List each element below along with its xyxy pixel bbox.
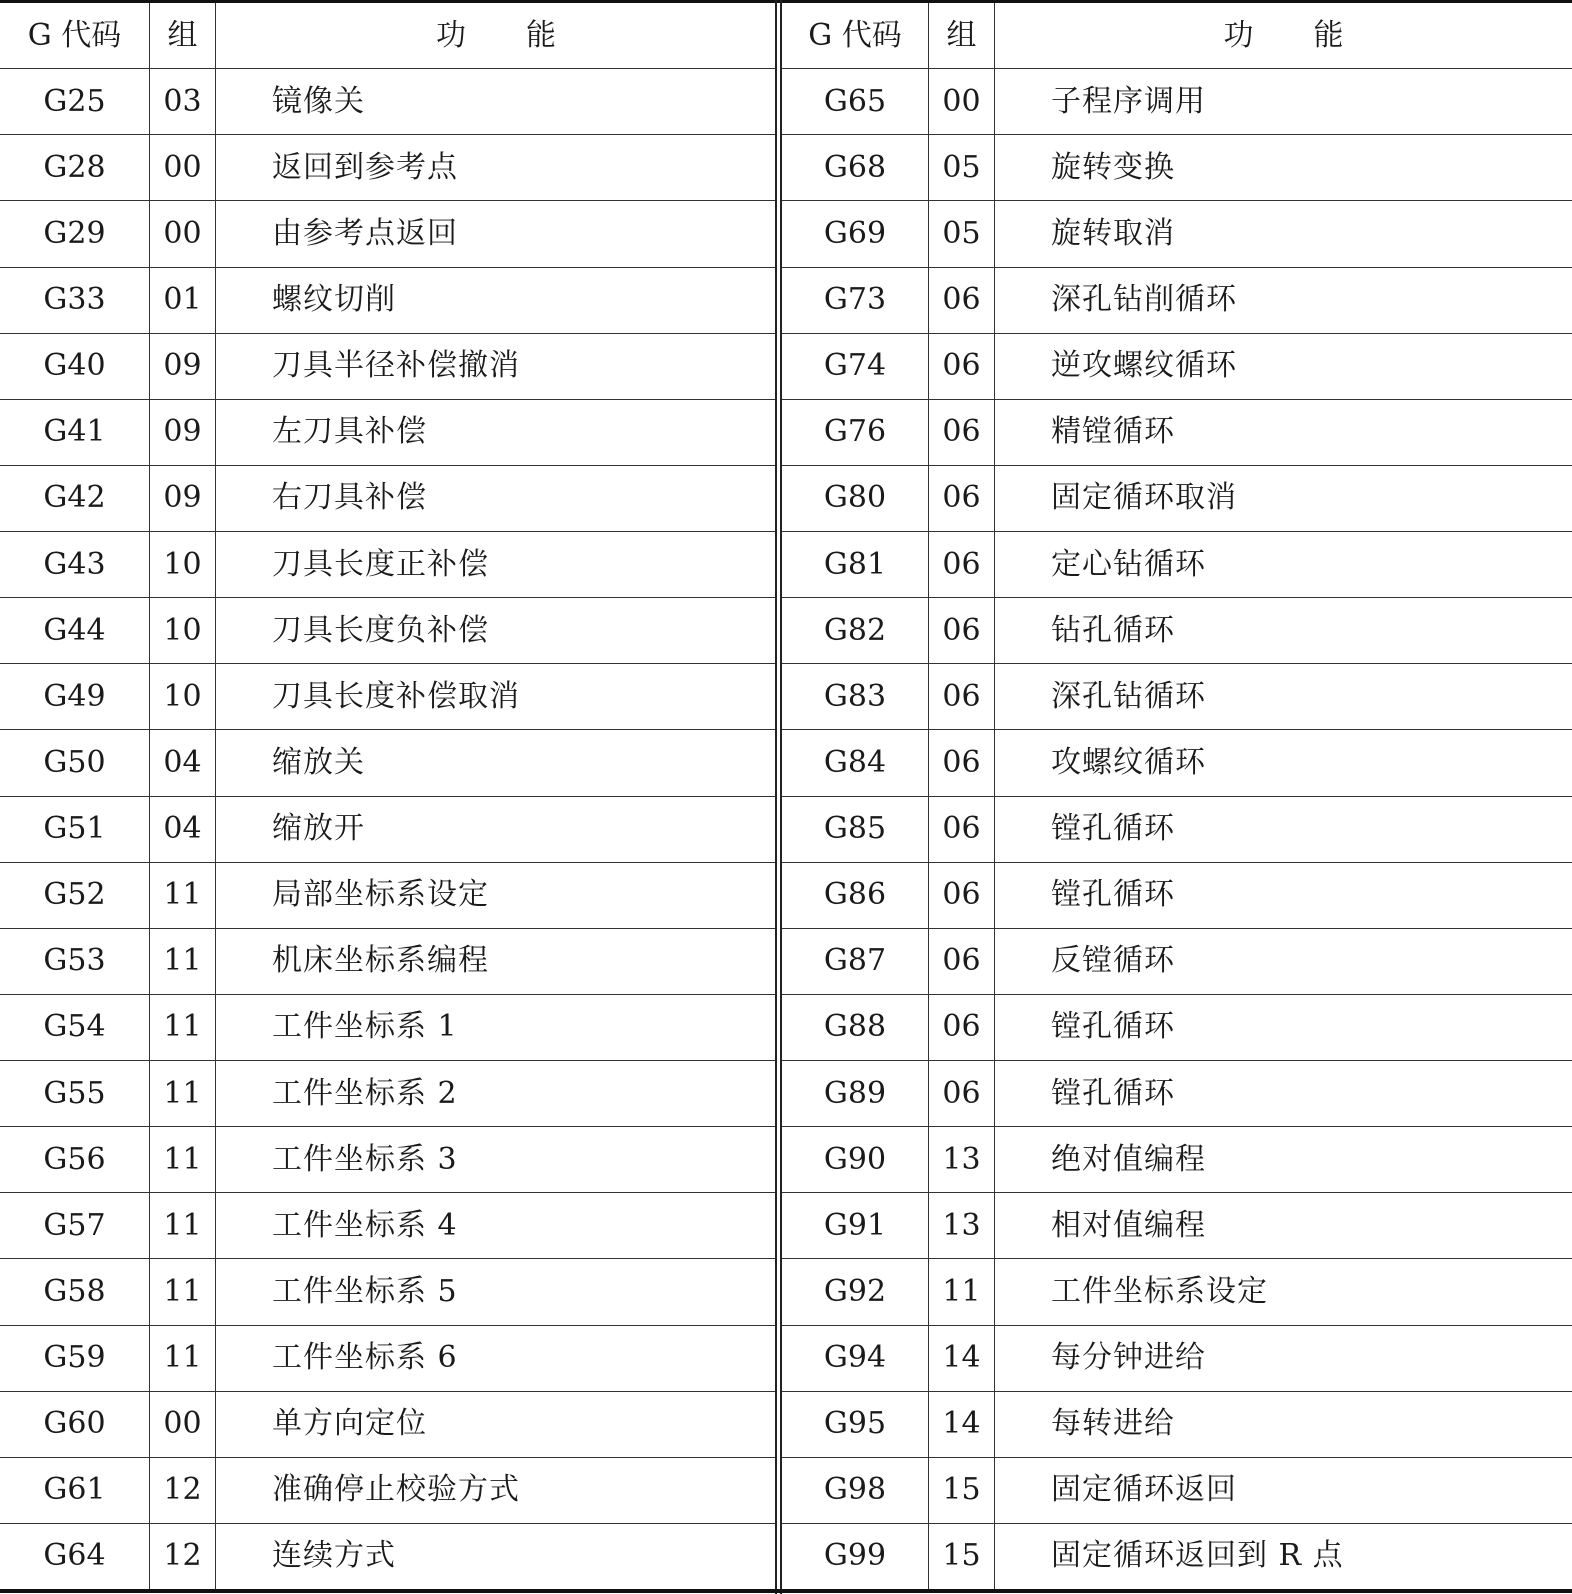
table-row (782, 797, 1572, 863)
function-cell: 单方向定位 (272, 1406, 427, 1442)
group-cell: 11 (150, 1061, 216, 1126)
function-cell: 工件坐标系 2 (272, 1075, 458, 1111)
table-row (0, 1326, 776, 1392)
g-code-cell: G43 (0, 532, 150, 597)
table-row (0, 268, 776, 334)
function-cell: 刀具半径补偿撤消 (272, 348, 520, 384)
g-code-cell: G40 (0, 334, 150, 399)
g-code-cell: G94 (782, 1326, 929, 1391)
g-code-cell: G51 (0, 797, 150, 862)
g-code-cell: G53 (0, 929, 150, 994)
g-code-cell: G50 (0, 730, 150, 795)
group-cell: 15 (929, 1458, 995, 1523)
function-cell: 反镗循环 (1051, 943, 1175, 979)
group-cell: 03 (150, 69, 216, 134)
table-row (782, 598, 1572, 664)
function-cell: 镗孔循环 (1051, 811, 1175, 847)
table-row (0, 1193, 776, 1259)
group-cell: 09 (150, 334, 216, 399)
function-cell: 镜像关 (272, 83, 365, 119)
function-cell: 固定循环返回到 R 点 (1051, 1538, 1344, 1574)
table-row (782, 995, 1572, 1061)
function-cell: 局部坐标系设定 (272, 877, 489, 913)
function-cell: 镗孔循环 (1051, 1075, 1175, 1111)
group-cell: 13 (929, 1127, 995, 1192)
group-cell: 05 (929, 135, 995, 200)
table-row (0, 1392, 776, 1458)
g-code-cell: G25 (0, 69, 150, 134)
group-cell: 06 (929, 532, 995, 597)
function-cell: 工件坐标系 6 (272, 1340, 458, 1376)
g-code-cell: G33 (0, 268, 150, 333)
group-cell: 11 (150, 1326, 216, 1391)
group-cell: 10 (150, 532, 216, 597)
group-cell: 11 (150, 1193, 216, 1258)
g-code-cell: G49 (0, 664, 150, 729)
header-function (995, 3, 1572, 68)
function-cell: 刀具长度负补偿 (272, 612, 489, 648)
function-cell: 刀具长度补偿取消 (272, 678, 520, 714)
group-cell: 06 (929, 929, 995, 994)
header-function (216, 3, 776, 68)
group-cell: 05 (929, 201, 995, 266)
g-code-cell: G28 (0, 135, 150, 200)
table-row (782, 400, 1572, 466)
table-row (782, 466, 1572, 532)
table-row (0, 1458, 776, 1524)
g-code-cell: G57 (0, 1193, 150, 1258)
g-code-cell: G85 (782, 797, 929, 862)
header-group: 组 (150, 3, 216, 68)
group-cell: 04 (150, 797, 216, 862)
group-cell: 14 (929, 1392, 995, 1457)
group-cell: 06 (929, 664, 995, 729)
group-cell: 06 (929, 466, 995, 531)
g-code-cell: G60 (0, 1392, 150, 1457)
function-cell: 绝对值编程 (1051, 1141, 1206, 1177)
g-code-cell: G98 (782, 1458, 929, 1523)
table-row (782, 1392, 1572, 1458)
table-header-row (0, 3, 776, 69)
g-code-cell: G65 (782, 69, 929, 134)
table-row (0, 797, 776, 863)
function-cell: 深孔钻循环 (1051, 678, 1206, 714)
table-row (0, 466, 776, 532)
table-row (0, 863, 776, 929)
table-row (782, 664, 1572, 730)
g-code-cell: G55 (0, 1061, 150, 1126)
group-cell: 00 (929, 69, 995, 134)
table-header-row (782, 3, 1572, 69)
function-cell: 连续方式 (272, 1538, 396, 1574)
table-row (0, 995, 776, 1061)
table-row (0, 1061, 776, 1127)
table-row (782, 135, 1572, 201)
group-cell: 06 (929, 598, 995, 663)
g-code-cell: G68 (782, 135, 929, 200)
table-left-half (0, 3, 776, 1589)
function-cell: 缩放开 (272, 811, 365, 847)
center-divider-line (775, 0, 777, 1594)
function-cell: 返回到参考点 (272, 149, 458, 185)
table-row (0, 598, 776, 664)
table-row (0, 1127, 776, 1193)
g-code-cell: G92 (782, 1259, 929, 1324)
table-row (0, 400, 776, 466)
table-row (782, 1061, 1572, 1127)
function-cell: 相对值编程 (1051, 1207, 1206, 1243)
table-row (0, 730, 776, 796)
group-cell: 10 (150, 598, 216, 663)
table-row (0, 1524, 776, 1589)
g-code-cell: G69 (782, 201, 929, 266)
group-cell: 11 (929, 1259, 995, 1324)
function-cell: 镗孔循环 (1051, 1009, 1175, 1045)
table-row (782, 1193, 1572, 1259)
table-row (782, 1326, 1572, 1392)
table-row (782, 334, 1572, 400)
group-cell: 10 (150, 664, 216, 729)
group-cell: 00 (150, 201, 216, 266)
table-row (782, 201, 1572, 267)
function-cell: 工件坐标系设定 (1051, 1273, 1268, 1309)
function-cell: 子程序调用 (1051, 83, 1206, 119)
function-cell: 旋转变换 (1051, 149, 1175, 185)
group-cell: 11 (150, 929, 216, 994)
function-cell: 精镗循环 (1051, 414, 1175, 450)
g-code-cell: G56 (0, 1127, 150, 1192)
g-code-cell: G81 (782, 532, 929, 597)
table-row (782, 268, 1572, 334)
function-cell: 固定循环返回 (1051, 1472, 1237, 1508)
table-row (0, 334, 776, 400)
g-code-cell: G86 (782, 863, 929, 928)
g-code-cell: G84 (782, 730, 929, 795)
group-cell: 09 (150, 466, 216, 531)
group-cell: 01 (150, 268, 216, 333)
function-cell: 螺纹切削 (272, 282, 396, 318)
group-cell: 11 (150, 1127, 216, 1192)
g-code-cell: G76 (782, 400, 929, 465)
group-cell: 11 (150, 995, 216, 1060)
function-cell: 逆攻螺纹循环 (1051, 348, 1237, 384)
g-code-cell: G83 (782, 664, 929, 729)
table-row (0, 929, 776, 995)
function-cell: 工件坐标系 3 (272, 1141, 458, 1177)
table-row (0, 201, 776, 267)
g-code-cell: G82 (782, 598, 929, 663)
table-bottom-rule (0, 1589, 1572, 1593)
g-code-cell: G90 (782, 1127, 929, 1192)
group-cell: 11 (150, 1259, 216, 1324)
table-row (0, 532, 776, 598)
function-cell: 镗孔循环 (1051, 877, 1175, 913)
function-cell: 每转进给 (1051, 1406, 1175, 1442)
table-row (782, 1524, 1572, 1589)
g-code-cell: G95 (782, 1392, 929, 1457)
g-code-cell: G87 (782, 929, 929, 994)
group-cell: 11 (150, 863, 216, 928)
function-cell: 左刀具补偿 (272, 414, 427, 450)
table-row (0, 1259, 776, 1325)
function-cell: 深孔钻削循环 (1051, 282, 1237, 318)
g-code-cell: G29 (0, 201, 150, 266)
table-right-half (782, 3, 1572, 1589)
function-cell: 工件坐标系 1 (272, 1009, 458, 1045)
function-cell: 右刀具补偿 (272, 480, 427, 516)
g-code-cell: G42 (0, 466, 150, 531)
g-code-cell: G91 (782, 1193, 929, 1258)
g-code-cell: G99 (782, 1524, 929, 1589)
group-cell: 09 (150, 400, 216, 465)
table-row (782, 1127, 1572, 1193)
group-cell: 04 (150, 730, 216, 795)
g-code-cell: G74 (782, 334, 929, 399)
group-cell: 00 (150, 1392, 216, 1457)
table-row (782, 730, 1572, 796)
g-code-cell: G61 (0, 1458, 150, 1523)
group-cell: 12 (150, 1458, 216, 1523)
group-cell: 13 (929, 1193, 995, 1258)
table-row (782, 929, 1572, 995)
function-cell: 攻螺纹循环 (1051, 744, 1206, 780)
table-row (782, 532, 1572, 598)
table-row (0, 664, 776, 730)
function-cell: 由参考点返回 (272, 215, 458, 251)
function-cell: 缩放关 (272, 744, 365, 780)
function-cell: 刀具长度正补偿 (272, 546, 489, 582)
function-cell: 准确停止校验方式 (272, 1472, 520, 1508)
table-row (782, 1259, 1572, 1325)
g-code-cell: G80 (782, 466, 929, 531)
header-function-text: 功 能 (1223, 17, 1344, 53)
group-cell: 15 (929, 1524, 995, 1589)
function-cell: 工件坐标系 4 (272, 1207, 458, 1243)
group-cell: 06 (929, 1061, 995, 1126)
table-row (0, 135, 776, 201)
table-row (782, 863, 1572, 929)
table-row (782, 1458, 1572, 1524)
group-cell: 14 (929, 1326, 995, 1391)
g-code-cell: G89 (782, 1061, 929, 1126)
g-code-cell: G41 (0, 400, 150, 465)
function-cell: 每分钟进给 (1051, 1340, 1206, 1376)
function-cell: 工件坐标系 5 (272, 1273, 458, 1309)
function-cell: 固定循环取消 (1051, 480, 1237, 516)
group-cell: 00 (150, 135, 216, 200)
function-cell: 机床坐标系编程 (272, 943, 489, 979)
table-row (0, 69, 776, 135)
header-g-code: G 代码 (0, 3, 150, 68)
function-cell: 旋转取消 (1051, 215, 1175, 251)
header-group: 组 (929, 3, 995, 68)
g-code-cell: G58 (0, 1259, 150, 1324)
g-code-cell: G54 (0, 995, 150, 1060)
g-code-cell: G73 (782, 268, 929, 333)
header-g-code: G 代码 (782, 3, 929, 68)
group-cell: 06 (929, 995, 995, 1060)
g-code-cell: G44 (0, 598, 150, 663)
group-cell: 06 (929, 863, 995, 928)
group-cell: 06 (929, 400, 995, 465)
function-cell: 定心钻循环 (1051, 546, 1206, 582)
function-cell: 钻孔循环 (1051, 612, 1175, 648)
g-code-cell: G88 (782, 995, 929, 1060)
g-code-cell: G52 (0, 863, 150, 928)
g-code-cell: G64 (0, 1524, 150, 1589)
group-cell: 06 (929, 797, 995, 862)
group-cell: 06 (929, 268, 995, 333)
group-cell: 12 (150, 1524, 216, 1589)
g-code-cell: G59 (0, 1326, 150, 1391)
table-row (782, 69, 1572, 135)
group-cell: 06 (929, 334, 995, 399)
group-cell: 06 (929, 730, 995, 795)
header-function-text: 功 能 (436, 17, 556, 53)
